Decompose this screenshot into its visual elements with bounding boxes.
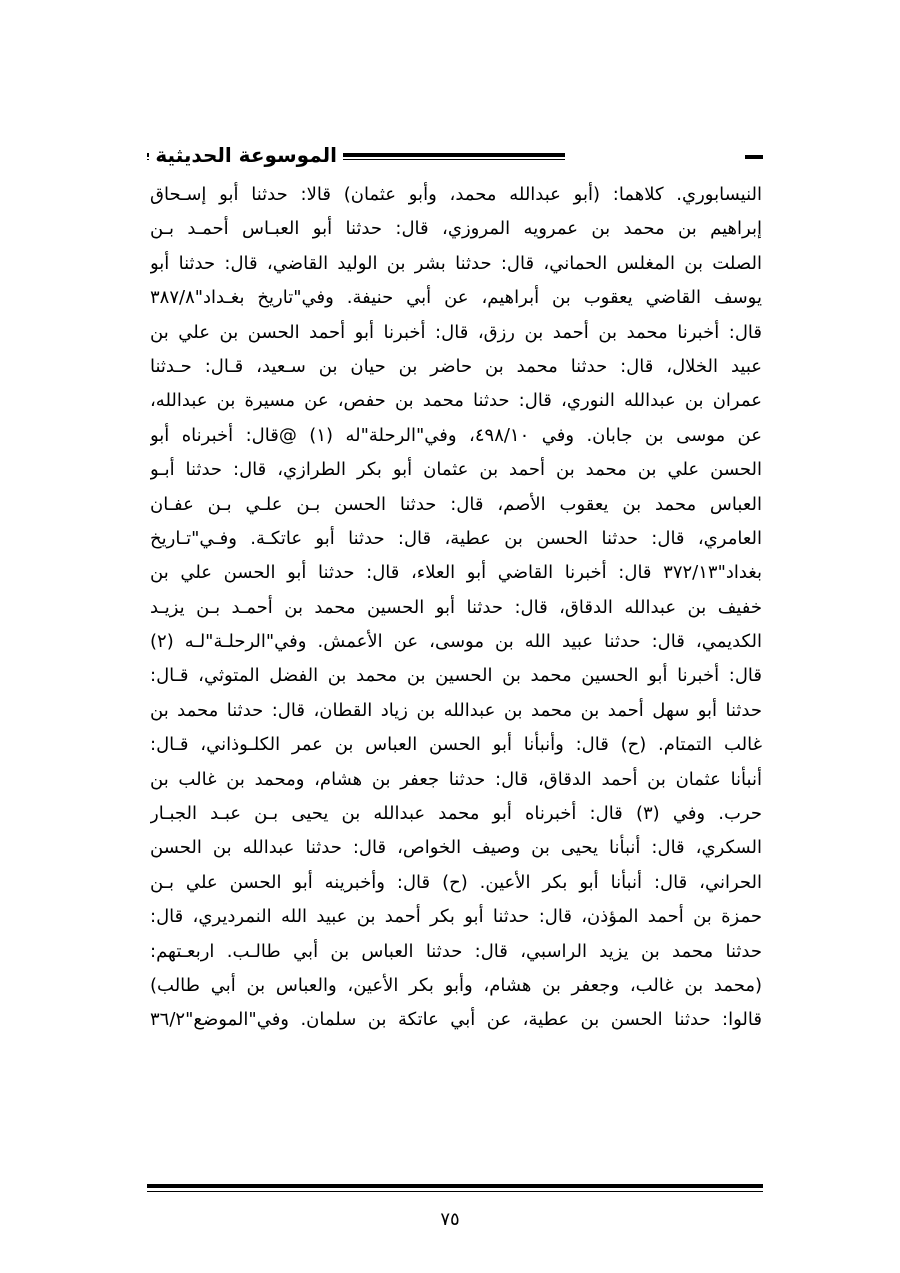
text-line: قالوا: حدثنا الحسن بن عطية، عن أبي عاتكة بن سلمان. وفي"الموضع"٣٦/٢ <box>150 1009 762 1031</box>
header-rule-right <box>745 155 763 159</box>
text-line: عبيد الخلال، قال: حدثنا محمد بن حاضر بن حيان بن سـعيد، قـال: حـدثنا <box>150 355 762 377</box>
text-line: حدثنا أبو سهل أحمد بن محمد بن عبدالله بن زياد القطان، قال: حدثنا محمد بن <box>150 699 762 721</box>
text-line: حمزة بن أحمد المؤذن، قال: حدثنا أبو بكر أحمد بن عبيد الله النمرديري، قال: <box>150 906 762 928</box>
footer-rule-thin <box>147 1191 763 1192</box>
text-line: عن موسى بن جابان. وفي ٤٩٨/١٠، وفي"الرحلة"له (١) @قال: أخبرناه أبو <box>150 424 762 446</box>
text-line: بغداد"٣٧٢/١٣ قال: أخبرنا القاضي أبو العلاء، قال: حدثنا أبو الحسن علي بن <box>150 562 762 584</box>
text-line: عمران بن عبدالله النوري، قال: حدثنا محمد بن حفص، عن مسيرة بن عبدالله، <box>150 390 762 412</box>
text-line: يوسف القاضي يعقوب بن أبراهيم، عن أبي حنيفة. وفي"تاريخ بغـداد"٣٨٧/٨ <box>150 287 762 309</box>
text-line: غالب التمتام. (ح) قال: وأنبأنا أبو الحسن العباس بن عمر الكلـوذاني، قـال: <box>150 734 762 756</box>
text-line: الحسن علي بن محمد بن أحمد بن عثمان أبو بكر الطرازي، قال: حدثنا أبـو <box>150 459 762 481</box>
text-line: السكري، قال: أنبأنا يحيى بن وصيف الخواص، قال: حدثنا عبدالله بن الحسن <box>150 837 762 859</box>
text-line: الحراني، قال: أنبأنا أبو بكر الأعين. (ح) قال: وأخبرينه أبو الحسن علي بـن <box>150 871 762 893</box>
footer-rule-thick <box>147 1184 763 1188</box>
text-line: قال: أخبرنا أبو الحسين محمد بن الحسين بن محمد بن الفضل المتوثي، قـال: <box>150 665 762 687</box>
page-header <box>147 140 763 170</box>
body-text <box>150 178 762 1038</box>
text-line: أنبأنا عثمان بن أحمد الدقاق، قال: حدثنا جعفر بن هشام، ومحمد بن غالب بن <box>150 768 762 790</box>
text-line: قال: أخبرنا محمد بن أحمد بن رزق، قال: أخبرنا أبو أحمد الحسن بن علي بن <box>150 321 762 343</box>
text-line: حرب. وفي (٣) قال: أخبرناه أبو محمد عبدالله بن يحيى بـن عبـد الجبـار <box>150 803 762 825</box>
text-line: العباس محمد بن يعقوب الأصم، قال: حدثنا الحسن بـن علـي بـن عفـان <box>150 493 762 515</box>
text-line: حدثنا محمد بن يزيد الراسبي، قال: حدثنا العباس بن أبي طالـب. اربعـتهم: <box>150 940 762 962</box>
text-line: إبراهيم بن محمد بن عمرويه المروزي، قال: حدثنا أبو العبـاس أحمـد بـن <box>150 218 762 240</box>
text-line: العامري، قال: حدثنا الحسن بن عطية، قال: حدثنا أبو عاتكـة. وفـي"تـاريخ <box>150 527 762 549</box>
page-number: ٧٥ <box>440 1209 460 1230</box>
running-title: الموسوعة الحديثية <box>149 140 343 170</box>
text-line: الكديمي، قال: حدثنا عبيد الله بن موسى، عن الأعمش. وفي"الرحلـة"لـه (٢) <box>150 631 762 653</box>
text-line: الصلت بن المغلس الحماني، قال: حدثنا بشر بن الوليد القاضي، قال: حدثنا أبو <box>150 252 762 274</box>
text-line: خفيف بن عبدالله الدقاق، قال: حدثنا أبو الحسين محمد بن أحمـد بـن يزيـد <box>150 596 762 618</box>
text-line: النيسابوري. كلاهما: (أبو عبدالله محمد، وأبو عثمان) قالا: حدثنا أبو إسـحاق <box>150 184 762 205</box>
text-line: (محمد بن غالب، وجعفر بن هشام، وأبو بكر الأعين، والعباس بن أبي طالب) <box>150 974 762 996</box>
